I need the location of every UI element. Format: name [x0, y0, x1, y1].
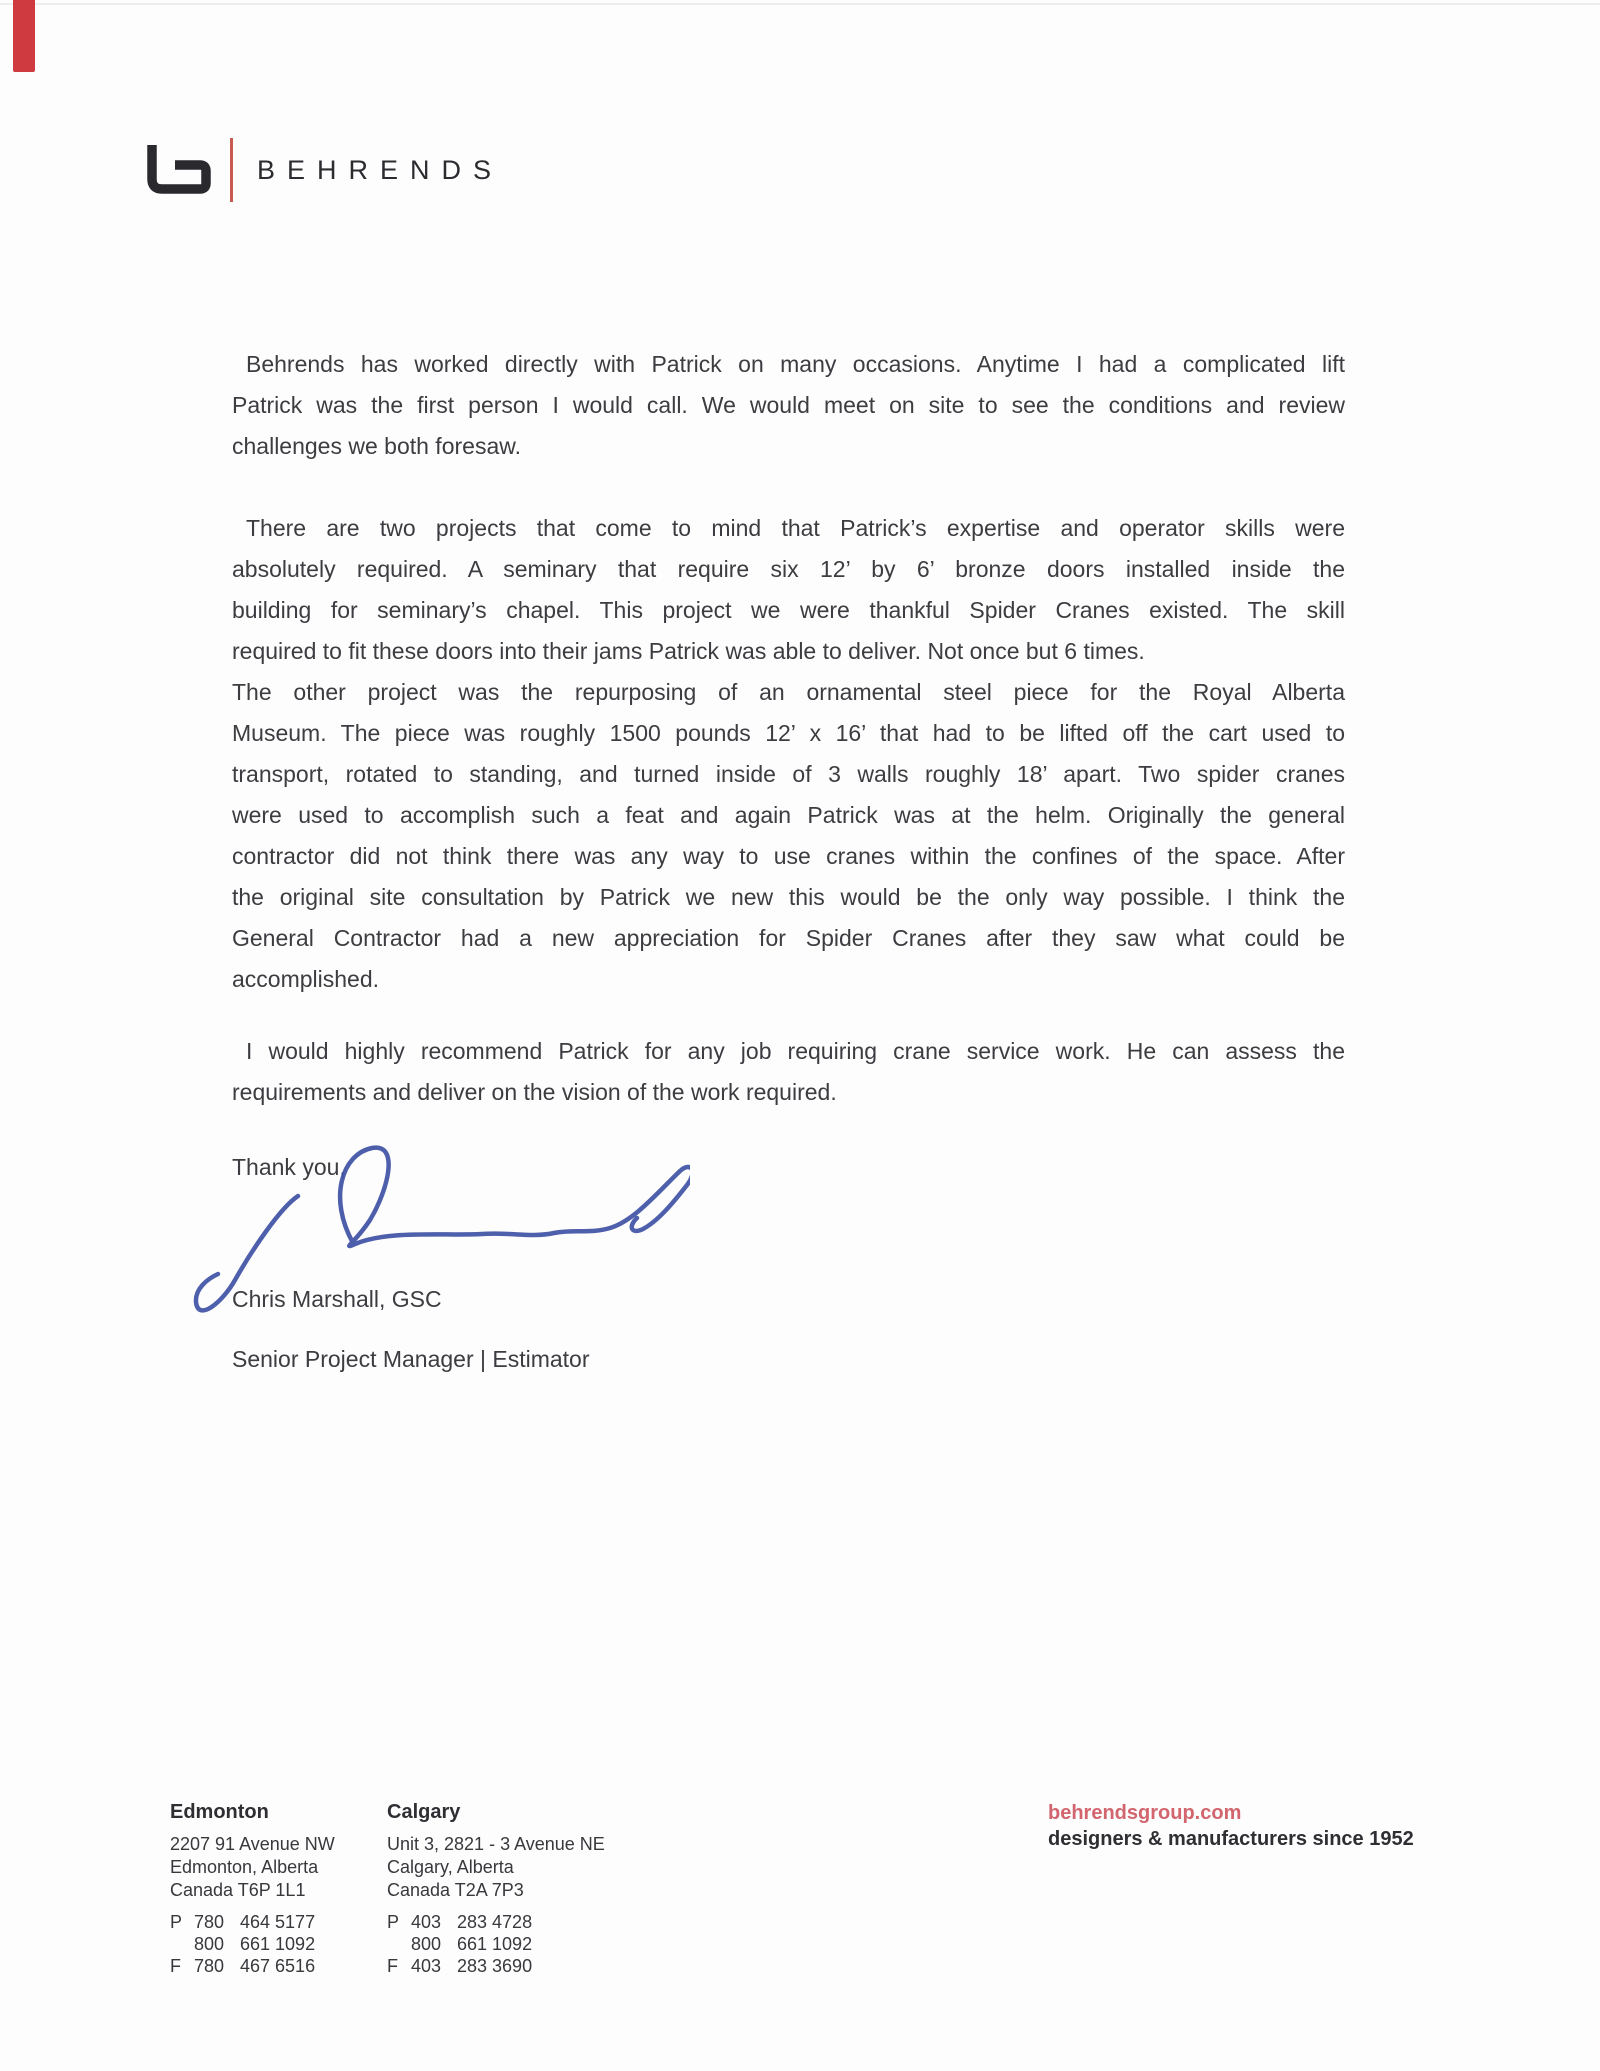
letter-line: There are two projects that come to mind that Patrick’s expertise and operator skills were: [246, 515, 1345, 541]
letter-line: transport, rotated to standing, and turned inside of 3 walls roughly 18’ apart. Two spider cranes: [232, 761, 1345, 787]
phone-row: [387, 1933, 605, 1955]
company-tagline: designers & manufacturers since 1952: [1048, 1828, 1414, 1850]
phone-area: 800: [194, 1934, 225, 1954]
phone-area: 780: [194, 1956, 225, 1976]
address-line: Canada T6P 1L1: [170, 1880, 306, 1900]
office-calgary: [387, 1800, 605, 1977]
phone-number: 661 1092: [457, 1934, 533, 1954]
logo-divider: [230, 138, 233, 202]
phone-row: [170, 1911, 335, 1933]
letter-line: General Contractor had a new appreciation for Spider Cranes after they saw what could be: [232, 925, 1345, 951]
scan-artifact-red-stripe: [13, 0, 35, 72]
letter-line: challenges we both foresaw.: [232, 433, 521, 459]
behrends-b-logo-icon: [145, 142, 213, 198]
address-line: 2207 91 Avenue NW: [170, 1834, 335, 1854]
phone-row: [170, 1955, 335, 1977]
phone-number: 467 6516: [240, 1956, 316, 1976]
letter-line: contractor did not think there was any way to use cranes within the confines of the space. After: [232, 843, 1345, 869]
phone-list: [170, 1911, 335, 1977]
letter-line: requirements and deliver on the vision of the work required.: [232, 1079, 837, 1105]
letter-line: were used to accomplish such a feat and again Patrick was at the helm. Originally the general: [232, 802, 1345, 828]
office-edmonton: [170, 1800, 335, 1977]
signer-name: Chris Marshall, GSC: [232, 1286, 442, 1312]
brand-name: BEHRENDS: [257, 154, 504, 185]
phone-prefix: [387, 1933, 411, 1955]
letterhead: [145, 138, 503, 202]
signer-title: Senior Project Manager | Estimator: [232, 1346, 590, 1372]
letter-line: the original site consultation by Patrick we new this would be the only way possible. I think the: [232, 884, 1345, 910]
phone-area: 403: [411, 1956, 442, 1976]
letter-line: Museum. The piece was roughly 1500 pounds 12’ x 16’ that had to be lifted off the cart used to: [232, 720, 1345, 746]
paragraph: [232, 672, 1345, 1000]
phone-row: [387, 1911, 605, 1933]
phone-row: [170, 1933, 335, 1955]
letter-line: building for seminary’s chapel. This project we were thankful Spider Cranes existed. The skill: [232, 597, 1345, 623]
letter-line: Behrends has worked directly with Patrick on many occasions. Anytime I had a complicated lift: [246, 351, 1345, 377]
phone-prefix: P: [170, 1912, 183, 1932]
phone-area: 403: [411, 1912, 442, 1932]
letter-line: required to fit these doors into their jams Patrick was able to deliver. Not once but 6 times.: [232, 638, 1145, 664]
address-line: Edmonton, Alberta: [170, 1857, 319, 1877]
phone-number: 283 3690: [457, 1956, 533, 1976]
phone-list: [387, 1911, 605, 1977]
phone-area: 780: [194, 1912, 225, 1932]
phone-area: 800: [411, 1934, 442, 1954]
address-line: Unit 3, 2821 - 3 Avenue NE: [387, 1834, 605, 1854]
footer-right: [1048, 1800, 1414, 1852]
letter-line: Patrick was the first person I would call. We would meet on site to see the conditions and review: [232, 392, 1345, 418]
letter-line: absolutely required. A seminary that require six 12’ by 6’ bronze doors installed inside the: [232, 556, 1345, 582]
phone-number: 464 5177: [240, 1912, 316, 1932]
address-line: Calgary, Alberta: [387, 1857, 514, 1877]
closing-salutation: Thank you,: [232, 1154, 346, 1180]
phone-prefix: P: [387, 1912, 400, 1932]
letter-line: accomplished.: [232, 966, 380, 992]
phone-row: [387, 1955, 605, 1977]
letter-line: The other project was the repurposing of an ornamental steel piece for the Royal Alberta: [232, 679, 1345, 705]
scan-edge-artifact: [0, 3, 1600, 5]
city-label: Calgary: [387, 1801, 461, 1823]
paragraph: [232, 508, 1345, 672]
phone-number: 661 1092: [240, 1934, 316, 1954]
address-line: Canada T2A 7P3: [387, 1880, 524, 1900]
letter-line: I would highly recommend Patrick for any job requiring crane service work. He can assess the: [246, 1038, 1345, 1064]
phone-prefix: [170, 1933, 194, 1955]
phone-prefix: F: [387, 1956, 398, 1976]
letter-body: [232, 344, 1345, 1113]
city-label: Edmonton: [170, 1801, 269, 1823]
paragraph: [232, 344, 1345, 467]
phone-number: 283 4728: [457, 1912, 533, 1932]
paragraph: [232, 1031, 1345, 1113]
phone-prefix: F: [170, 1956, 181, 1976]
website-url: behrendsgroup.com: [1048, 1802, 1242, 1824]
